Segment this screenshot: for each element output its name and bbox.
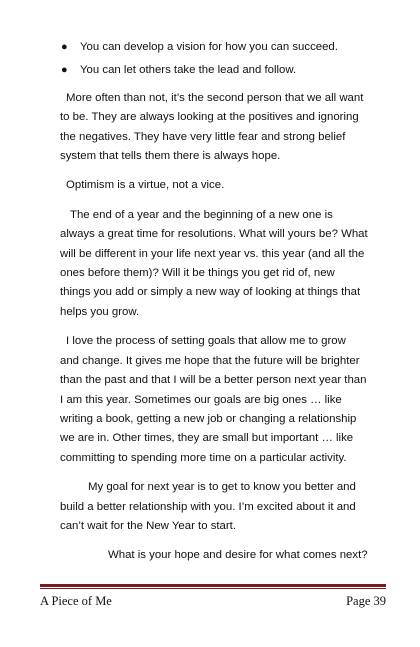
- paragraph: The end of a year and the beginning of a new one is always a great time for resolutions. What will yours be? What will be different in your life next year vs. this year (and all the ones before them)? Will it be things you get rid of, new things you add or simply a new way of looking at things that helps you grow.: [60, 208, 368, 318]
- paragraph: What is your hope and desire for what comes next?: [108, 549, 368, 562]
- paragraph: My goal for next year is to get to know you better and build a better relationship with you. I’m excited about it and can’t wait for the New Year to start.: [60, 481, 356, 532]
- bullet-list: [60, 38, 368, 81]
- footer-divider-thin: [40, 588, 386, 589]
- bullet-text: You can develop a vision for how you can succeed.: [80, 41, 338, 53]
- footer-book-title: A Piece of Me: [40, 594, 112, 608]
- footer-page-number: Page 39: [346, 594, 386, 608]
- footer-divider: [40, 584, 386, 587]
- bullet-icon: ●: [61, 64, 68, 77]
- paragraph: More often than not, it’s the second person that we all want to be. They are always looking at the positives and ignoring the negatives. They have very little fear and strong belief system that tells them there is always hope.: [60, 91, 364, 163]
- paragraph: Optimism is a virtue, not a vice.: [66, 179, 225, 192]
- list-item: [60, 61, 368, 80]
- paragraph: I love the process of setting goals that allow me to grow and change. It gives me hope that the future will be brighter than the past and that I will be a better person next year than I am this year. Sometimes our goals are big ones … like writing a book, getting a new job or changing a relationship we are in. Other times, they are small but important … like committing to spending more time on a particular activity.: [60, 335, 367, 464]
- bullet-icon: ●: [61, 41, 68, 53]
- bullet-text: You can let others take the lead and follow.: [80, 64, 297, 77]
- page-body: [60, 38, 368, 576]
- list-item: [60, 38, 368, 57]
